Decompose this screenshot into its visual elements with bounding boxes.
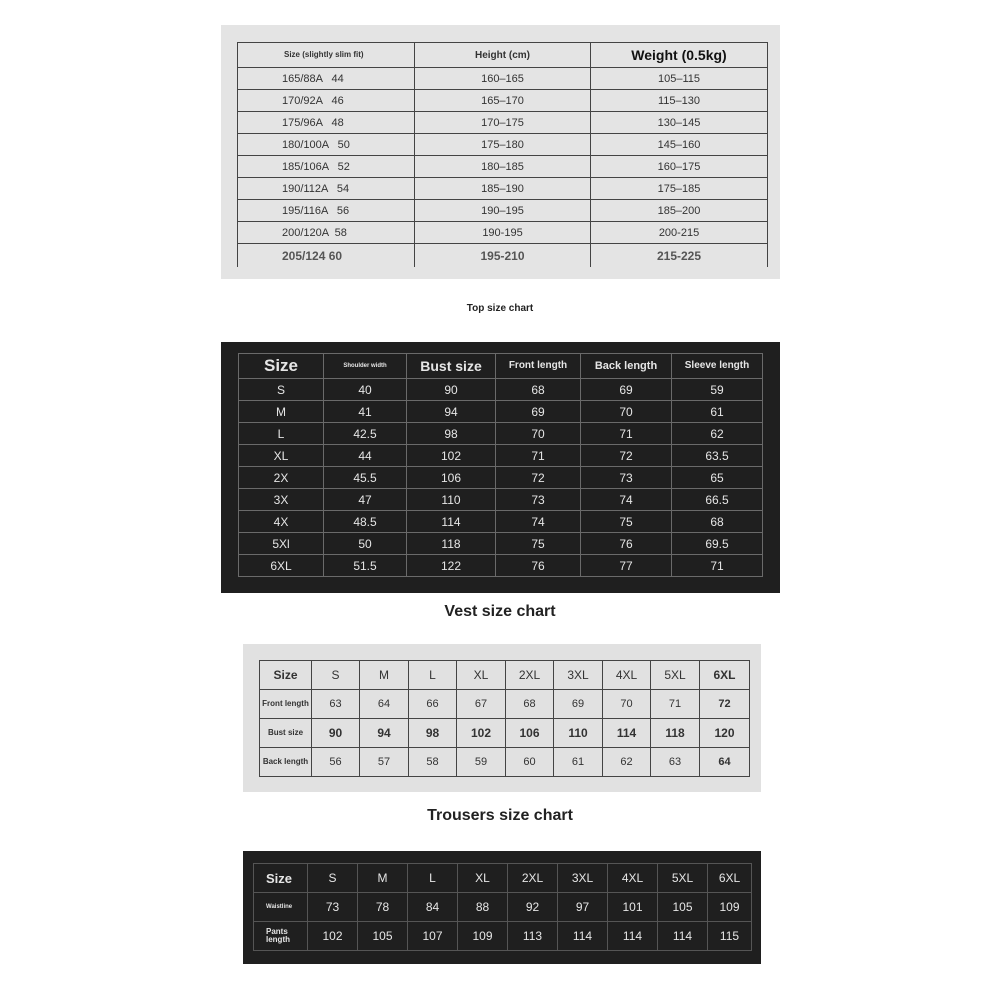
table-row — [254, 922, 752, 951]
cell: 97 — [558, 893, 608, 922]
table-header-row — [238, 43, 768, 68]
cell-shoulder: 48.5 — [324, 511, 407, 533]
header-shoulder-width: Shoulder width — [324, 354, 407, 379]
row-label-front-length: Front length — [260, 690, 312, 719]
cell-bust: 122 — [407, 555, 496, 577]
cell-front: 68 — [496, 379, 581, 401]
cell-size: 170/92A 46 — [238, 90, 415, 112]
table-header-row — [239, 354, 763, 379]
cell-height: 165–170 — [415, 90, 591, 112]
cell-bust: 90 — [407, 379, 496, 401]
cell-back: 74 — [581, 489, 672, 511]
cell-size: M — [239, 401, 324, 423]
cell-back: 72 — [581, 445, 672, 467]
cell-sleeve: 65 — [672, 467, 763, 489]
cell: 69 — [554, 690, 603, 719]
header-cell: 2XL — [506, 661, 554, 690]
trousers-size-table — [253, 863, 752, 951]
header-cell: 2XL — [508, 864, 558, 893]
table-row — [238, 156, 768, 178]
cell: 73 — [308, 893, 358, 922]
cell-shoulder: 51.5 — [324, 555, 407, 577]
table-row — [239, 423, 763, 445]
cell-size: S — [239, 379, 324, 401]
table-row — [239, 489, 763, 511]
top-size-table — [237, 42, 768, 267]
cell: 64 — [360, 690, 409, 719]
cell: 71 — [651, 690, 700, 719]
cell-height: 170–175 — [415, 112, 591, 134]
cell-back: 69 — [581, 379, 672, 401]
header-bust-size: Bust size — [407, 354, 496, 379]
table-row — [239, 401, 763, 423]
cell-size: 2X — [239, 467, 324, 489]
header-weight: Weight (0.5kg) — [591, 43, 768, 68]
cell-weight: 200-215 — [591, 222, 768, 244]
cell-size: 200/120A 58 — [238, 222, 415, 244]
cell-size: 4X — [239, 511, 324, 533]
cell-back: 73 — [581, 467, 672, 489]
cell: 56 — [312, 748, 360, 777]
cell-bust: 118 — [407, 533, 496, 555]
cell: 59 — [457, 748, 506, 777]
cell-shoulder: 47 — [324, 489, 407, 511]
cell: 58 — [409, 748, 457, 777]
cell-weight: 215-225 — [591, 244, 768, 268]
row-label-back-length: Back length — [260, 748, 312, 777]
row-label-pants-length: Pants length — [254, 922, 308, 951]
header-size: Size — [254, 864, 308, 893]
cell-size: L — [239, 423, 324, 445]
table-row — [238, 244, 768, 268]
cell-size: 180/100A 50 — [238, 134, 415, 156]
vest-chart-caption: Vest size chart — [444, 603, 556, 620]
cell: 114 — [558, 922, 608, 951]
cell-sleeve: 61 — [672, 401, 763, 423]
cell: 68 — [506, 690, 554, 719]
cell: 88 — [458, 893, 508, 922]
vest-size-chart-panel — [221, 342, 780, 593]
cell: 92 — [508, 893, 558, 922]
cell-size: 185/106A 52 — [238, 156, 415, 178]
cell-bust: 94 — [407, 401, 496, 423]
cell-weight: 175–185 — [591, 178, 768, 200]
top-chart-caption: Top size chart — [466, 303, 534, 314]
cell-shoulder: 41 — [324, 401, 407, 423]
trousers-chart-caption: Trousers size chart — [427, 807, 573, 824]
header-cell: S — [312, 661, 360, 690]
table-row — [239, 533, 763, 555]
table-row — [239, 467, 763, 489]
cell: 64 — [700, 748, 750, 777]
cell-back: 76 — [581, 533, 672, 555]
cell-weight: 105–115 — [591, 68, 768, 90]
table-row — [238, 90, 768, 112]
cell: 118 — [651, 719, 700, 748]
row-label-bust-size: Bust size — [260, 719, 312, 748]
cell: 105 — [358, 922, 408, 951]
cell-size: 6XL — [239, 555, 324, 577]
cell-height: 160–165 — [415, 68, 591, 90]
header-cell: S — [308, 864, 358, 893]
cell: 114 — [603, 719, 651, 748]
cell-bust: 102 — [407, 445, 496, 467]
header-size: Size (slightly slim fit) — [238, 43, 415, 68]
cell-height: 195-210 — [415, 244, 591, 268]
cell-size: 205/124 60 — [238, 244, 415, 268]
cell: 102 — [308, 922, 358, 951]
header-cell: 3XL — [558, 864, 608, 893]
header-cell: 3XL — [554, 661, 603, 690]
cell-shoulder: 45.5 — [324, 467, 407, 489]
trousers-size-chart-panel — [243, 851, 761, 964]
table-row — [254, 893, 752, 922]
cell-size: 190/112A 54 — [238, 178, 415, 200]
cell: 62 — [603, 748, 651, 777]
cell-sleeve: 71 — [672, 555, 763, 577]
row-label-waistline: Waistline — [254, 893, 308, 922]
top-size-chart-panel — [221, 25, 780, 279]
cell-sleeve: 63.5 — [672, 445, 763, 467]
cell: 113 — [508, 922, 558, 951]
header-cell: 5XL — [658, 864, 708, 893]
cell: 63 — [312, 690, 360, 719]
cell-height: 185–190 — [415, 178, 591, 200]
cell-shoulder: 40 — [324, 379, 407, 401]
cell: 67 — [457, 690, 506, 719]
cell-back: 71 — [581, 423, 672, 445]
cell-weight: 160–175 — [591, 156, 768, 178]
cell-bust: 110 — [407, 489, 496, 511]
cell: 120 — [700, 719, 750, 748]
cell-bust: 106 — [407, 467, 496, 489]
cell-bust: 98 — [407, 423, 496, 445]
header-back-length: Back length — [581, 354, 672, 379]
table-row — [238, 134, 768, 156]
cell-sleeve: 62 — [672, 423, 763, 445]
cell-height: 190-195 — [415, 222, 591, 244]
cell-weight: 185–200 — [591, 200, 768, 222]
header-cell: 6XL — [700, 661, 750, 690]
cell: 109 — [708, 893, 752, 922]
cell: 61 — [554, 748, 603, 777]
cell-front: 72 — [496, 467, 581, 489]
cell-back: 75 — [581, 511, 672, 533]
cell-back: 70 — [581, 401, 672, 423]
table-row — [239, 555, 763, 577]
table-row — [260, 719, 750, 748]
header-cell: 6XL — [708, 864, 752, 893]
cell-front: 76 — [496, 555, 581, 577]
header-size: Size — [260, 661, 312, 690]
table-row — [238, 222, 768, 244]
cell: 102 — [457, 719, 506, 748]
table-row — [238, 200, 768, 222]
cell-size: XL — [239, 445, 324, 467]
cell-height: 175–180 — [415, 134, 591, 156]
cell-back: 77 — [581, 555, 672, 577]
cell-sleeve: 66.5 — [672, 489, 763, 511]
cell: 110 — [554, 719, 603, 748]
table-row — [260, 748, 750, 777]
cell-size: 165/88A 44 — [238, 68, 415, 90]
cell-size: 195/116A 56 — [238, 200, 415, 222]
table-header-row — [260, 661, 750, 690]
header-height: Height (cm) — [415, 43, 591, 68]
vest-size-table — [238, 353, 763, 577]
table-row — [238, 68, 768, 90]
cell-shoulder: 44 — [324, 445, 407, 467]
cell: 114 — [658, 922, 708, 951]
cell-front: 69 — [496, 401, 581, 423]
table-row — [260, 690, 750, 719]
header-size: Size — [239, 354, 324, 379]
cell-bust: 114 — [407, 511, 496, 533]
header-cell: 4XL — [603, 661, 651, 690]
cell-sleeve: 59 — [672, 379, 763, 401]
cell: 107 — [408, 922, 458, 951]
header-cell: 4XL — [608, 864, 658, 893]
cell: 78 — [358, 893, 408, 922]
cell: 109 — [458, 922, 508, 951]
shirt-size-table — [259, 660, 750, 777]
table-row — [238, 112, 768, 134]
table-row — [239, 445, 763, 467]
cell-size: 175/96A 48 — [238, 112, 415, 134]
cell: 101 — [608, 893, 658, 922]
header-cell: M — [360, 661, 409, 690]
header-cell: XL — [457, 661, 506, 690]
cell-front: 74 — [496, 511, 581, 533]
cell: 72 — [700, 690, 750, 719]
cell-sleeve: 68 — [672, 511, 763, 533]
cell-shoulder: 50 — [324, 533, 407, 555]
cell: 84 — [408, 893, 458, 922]
header-cell: 5XL — [651, 661, 700, 690]
cell-front: 73 — [496, 489, 581, 511]
cell-shoulder: 42.5 — [324, 423, 407, 445]
cell: 94 — [360, 719, 409, 748]
cell-size: 5Xl — [239, 533, 324, 555]
header-front-length: Front length — [496, 354, 581, 379]
cell: 57 — [360, 748, 409, 777]
table-row — [238, 178, 768, 200]
cell: 90 — [312, 719, 360, 748]
cell: 70 — [603, 690, 651, 719]
cell: 66 — [409, 690, 457, 719]
cell: 98 — [409, 719, 457, 748]
header-cell: M — [358, 864, 408, 893]
cell-front: 75 — [496, 533, 581, 555]
cell-height: 190–195 — [415, 200, 591, 222]
header-sleeve-length: Sleeve length — [672, 354, 763, 379]
shirt-size-chart-panel — [243, 644, 761, 792]
cell-weight: 130–145 — [591, 112, 768, 134]
header-cell: L — [408, 864, 458, 893]
cell: 105 — [658, 893, 708, 922]
cell: 106 — [506, 719, 554, 748]
cell-front: 70 — [496, 423, 581, 445]
cell-height: 180–185 — [415, 156, 591, 178]
cell-weight: 145–160 — [591, 134, 768, 156]
cell-front: 71 — [496, 445, 581, 467]
table-row — [239, 379, 763, 401]
cell-sleeve: 69.5 — [672, 533, 763, 555]
cell-weight: 115–130 — [591, 90, 768, 112]
cell: 115 — [708, 922, 752, 951]
cell: 114 — [608, 922, 658, 951]
header-cell: XL — [458, 864, 508, 893]
cell: 60 — [506, 748, 554, 777]
table-header-row — [254, 864, 752, 893]
cell-size: 3X — [239, 489, 324, 511]
header-cell: L — [409, 661, 457, 690]
cell: 63 — [651, 748, 700, 777]
table-row — [239, 511, 763, 533]
